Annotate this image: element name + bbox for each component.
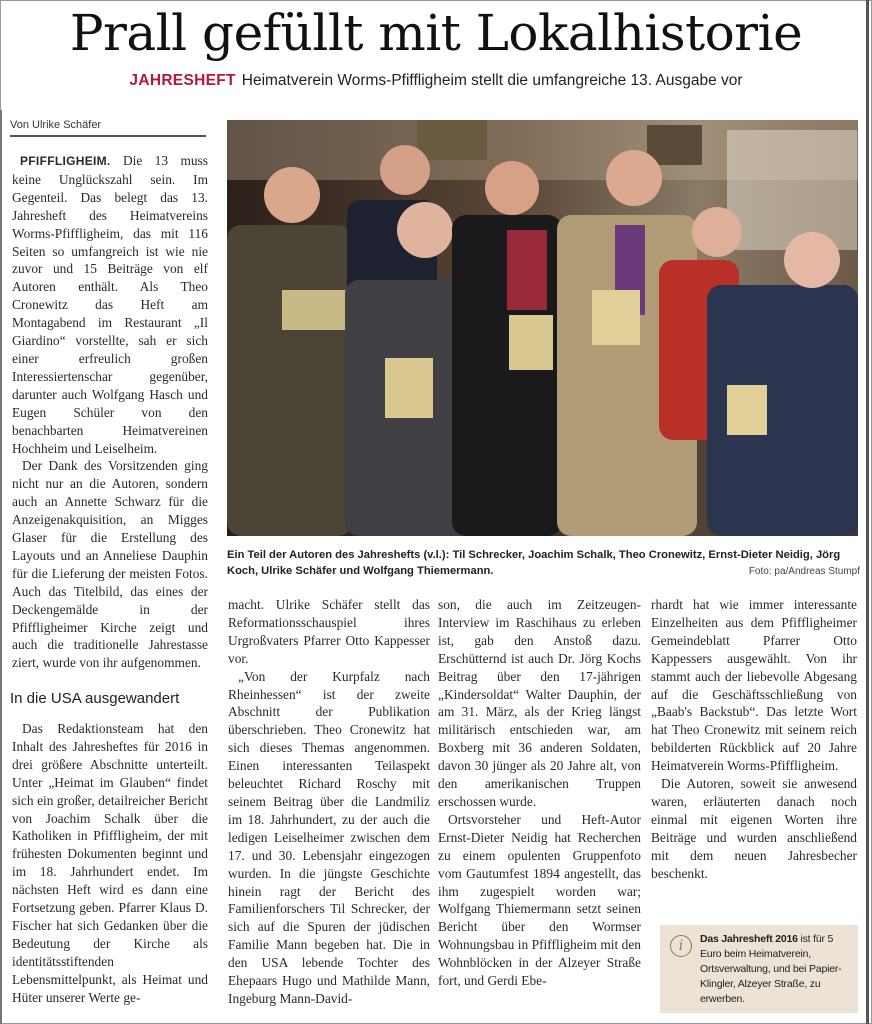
photo-caption: Ein Teil der Autoren des Jahreshefts (v.l.): Til Schrecker, Joachim Schalk, Theo Cronewitz, Ernst-Dieter Neidig, Jörg Koch, Ulrike Schäfer und Wolfgang Thiemermann. bbox=[227, 549, 841, 577]
info-bold: Das Jahresheft 2016 bbox=[700, 933, 798, 945]
paragraph: Ortsvorsteher und Heft-Autor Ernst-Dieter Neidig hat Recherchen zu einem opulenten Gruppenfoto vom Gautumfest 1894 angestellt, das ihm zugespielt worden war; Wolfgang Thiemermann setzt seinen Bericht über den Wormser Wohnungsbau in Pfiffligheim mit den Wohnblöcken in der Alzeyer Straße fort, und Gerdi Ebe- bbox=[438, 811, 641, 989]
headline: Prall gefüllt mit Lokalhistorie bbox=[69, 4, 803, 62]
paragraph: macht. Ulrike Schäfer stellt das Reformationsschauspiel ihres Urgroßvaters Pfarrer Otto Kappesser vor. bbox=[228, 597, 430, 666]
subheading: In die USA ausgewandert bbox=[10, 690, 180, 707]
subheadline-text: Heimatverein Worms-Pfiffligheim stellt die umfangreiche 13. Ausgabe vor bbox=[241, 72, 743, 89]
paragraph: „Von der Kurpfalz nach Rheinhessen“ ist der zweite Abschnitt der Publikation überschrieben. Theo Cronewitz hat sich dieses Themas angenommen. Einen interessanten Teilaspekt beleuchtet Richard Roschy mit seinem Beitrag über die Landmiliz im 18. Jahrhundert, zu der auch die ledigen Leiselheimer zwischen dem 17. und 30. Lebensjahr eingezogen wurden. In die jüngste Geschichte hinein ragt der Bericht des Familienforschers Til Schrecker, der sich auf die Spuren der jüdischen Familie Mann begeben hat. Die in den USA lebende Tochter des Ehepaars Hugo und Mathilde Mann, Ingeburg Mann-David- bbox=[228, 668, 430, 1006]
paragraph: Die Autoren, soweit sie anwesend waren, erläuterten danach noch einmal mit eigenen Worten ihre Beiträge und wurden anschließend mit dem neuen Jahresbecher beschenkt. bbox=[651, 776, 857, 881]
column-1-continued bbox=[12, 720, 208, 1007]
info-text bbox=[700, 932, 854, 1007]
paragraph: son, die auch im Zeitzeugen-Interview im Raschihaus zu erleben ist, gab den Anstoß dazu. Erschütternd ist auch Dr. Jörg Kochs Beitrag über den 17-jährigen „Kindersoldat“ Walter Dauphin, der am 31. März, als der Krieg längst militärisch entschieden war, am Boxberg mit 36 anderen Soldaten, davon 30 jünger als 20 Jahre alt, von den amerikanischen Truppen erschossen wurde. bbox=[438, 597, 641, 809]
info-icon: i bbox=[670, 935, 692, 957]
column-2 bbox=[228, 596, 430, 1008]
paragraph bbox=[12, 152, 208, 457]
info-box bbox=[660, 925, 858, 1013]
column-1 bbox=[12, 152, 208, 672]
paragraph: rhardt hat wie immer interessante Einzelheiten aus dem Pfiffligheimer Gemeindeblatt Pfarrer Otto Kappessers ausgewählt. Von ihr stammt auch der liebevolle Abgesang auf die Geschäftsschließung von „Baab's Backstub“. Das letzte Wort hat Theo Cronewitz mit seinem reich bebilderten Rückblick auf 20 Jahre Heimatverein Worms-Pfiffligheim. bbox=[651, 597, 857, 774]
byline: Von Ulrike Schäfer bbox=[10, 119, 206, 137]
right-border bbox=[866, 0, 869, 1024]
photo-illustration bbox=[227, 120, 858, 536]
info-body: ist für 5 Euro beim Heimatverein, Ortsverwaltung, und bei Papier-Klingler, Alzeyer Straße, zu erwerben. bbox=[700, 933, 842, 1005]
subheadline bbox=[0, 72, 872, 90]
paragraph-text: Die 13 muss keine Unglückszahl sein. Im Gegenteil. Das belegt das 13. Jahresheft des Heimatvereins Worms-Pfiffligheim, das mit 116 Seiten so umfangreich ist wie nie zuvor und 15 Beiträge von elf Autoren enthält. Als Theo Cronewitz das Heft am Montagabend im Restaurant „Il Giardino“ vorstellte, sah er sich einer erfreulich großen Interessiertenschar gegenüber, darunter auch Wolfgang Hasch und Eugen Schüler von den benachbarten Heimatvereinen Hochheim und Leiselheim. bbox=[12, 153, 208, 456]
kicker: JAHRESHEFT bbox=[129, 72, 236, 89]
left-border bbox=[0, 110, 2, 1024]
photo-credit: Foto: pa/Andreas Stumpf bbox=[748, 566, 860, 577]
dateline: PFIFFLIGHEIM. bbox=[20, 154, 111, 168]
column-3 bbox=[438, 596, 641, 990]
paragraph: Das Redaktionsteam hat den Inhalt des Jahresheftes für 2016 in drei größere Abschnitte unterteilt. Unter „Heimat im Glauben“ findet sich ein großer, detailreicher Bericht von Joachim Schalk über die Katholiken in Pfiffligheim, der mit frühesten Dokumenten beginnt und im 18. Jahrhundert endet. Im nächsten Heft wird es dann eine Fortsetzung geben. Pfarrer Klaus D. Fischer hat sich Gedanken über die Bedeutung der Kirche als identitätsstiftenden Lebensmittelpunkt, als Heimat und Hüter unserer Werte ge- bbox=[12, 721, 208, 1005]
paragraph: Der Dank des Vorsitzenden ging nicht nur an die Autoren, sondern auch an Annette Schwarz für die Anzeigenakquisition, an Migges Glaser für die Erstellung des Layouts und an Anneliese Dauphin für die Lieferung der meisten Fotos. Auch das Titelbild, das eines der Deckengemälde in der Pfiffligheimer Kirche zeigt und auch die traditionelle Jahrestasse ziert, wurde von ihr aufgenommen. bbox=[12, 458, 208, 671]
column-4 bbox=[651, 596, 857, 883]
group-photo bbox=[227, 120, 858, 536]
